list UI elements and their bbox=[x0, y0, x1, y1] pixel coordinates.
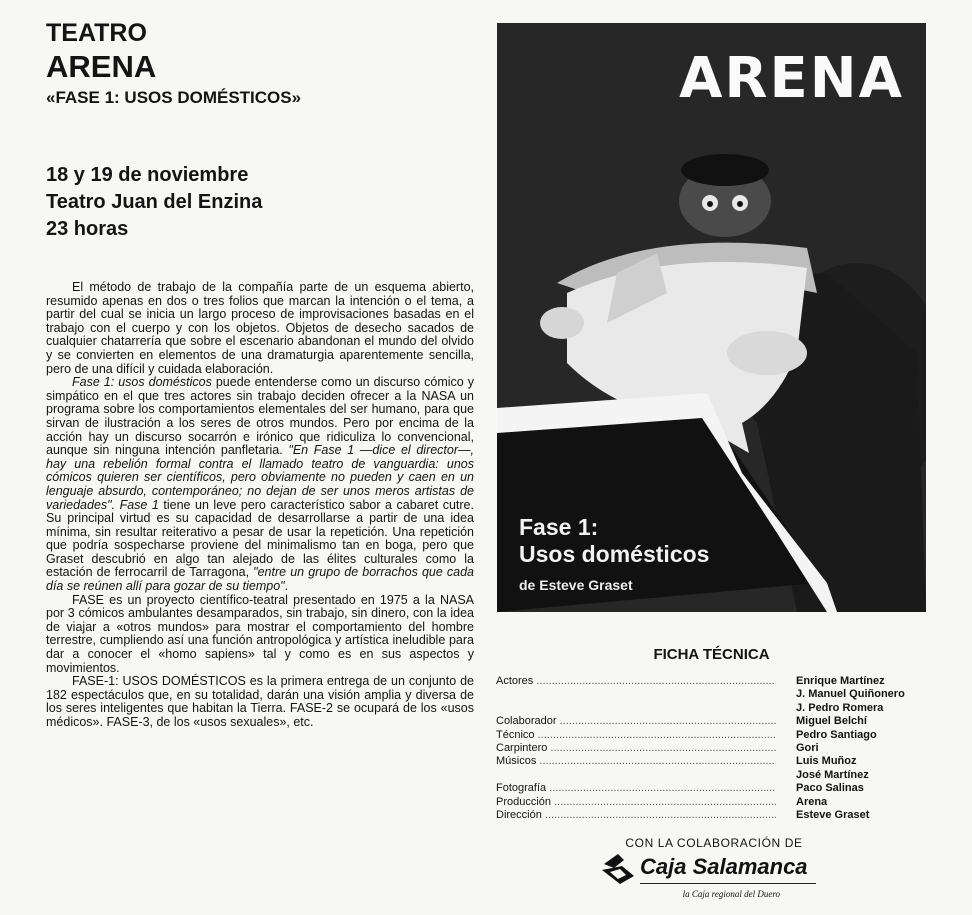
credit-row bbox=[496, 755, 936, 768]
credit-name: Pedro Santiago bbox=[796, 728, 877, 741]
credit-name: Paco Salinas bbox=[796, 782, 864, 795]
credit-name: José Martínez bbox=[796, 768, 869, 781]
credit-role: Actores ..... bbox=[496, 675, 776, 687]
credit-name: J. Pedro Romera bbox=[796, 701, 884, 714]
credit-role: Producción ..... bbox=[496, 796, 776, 808]
credit-row bbox=[496, 702, 936, 715]
description bbox=[46, 281, 474, 730]
credit-name: Miguel Belchí bbox=[796, 715, 867, 728]
paragraph-2 bbox=[46, 376, 474, 594]
event-info bbox=[46, 162, 474, 243]
credit-name: Enrique Martínez bbox=[796, 675, 885, 687]
credits-list bbox=[496, 675, 936, 822]
credit-row bbox=[496, 729, 936, 742]
sponsor-name: Caja Salamanca bbox=[640, 854, 808, 879]
poster-title: ARENA bbox=[679, 46, 904, 111]
credit-row bbox=[496, 688, 936, 701]
credit-role: Carpintero ..... bbox=[496, 742, 776, 754]
credit-role: Músicos ..... bbox=[496, 755, 776, 767]
credit-name: Esteve Graset bbox=[796, 808, 870, 821]
credit-row bbox=[496, 769, 936, 782]
poster-subtitle: Fase 1: bbox=[519, 514, 599, 540]
paragraph-4: FASE-1: USOS DOMÉSTICOS es la primera entrega de un conjunto de 182 espectáculos que, en su totalidad, darán una visión amplia y diversa de los seres inteligentes que habitan la Tierra. FASE-2 se ocupará de los «usos médicos». FASE-3, de los «usos sexuales», etc. bbox=[46, 674, 474, 729]
event-dates: 18 y 19 de noviembre bbox=[46, 164, 249, 186]
credit-row bbox=[496, 782, 936, 795]
credit-row bbox=[496, 715, 936, 728]
credit-role: Técnico ..... bbox=[496, 729, 776, 741]
poster-subtitle: Usos domésticos bbox=[519, 541, 710, 567]
credit-row bbox=[496, 809, 936, 822]
credit-name: Luis Muñoz bbox=[796, 755, 857, 768]
credit-row bbox=[496, 742, 936, 755]
paragraph-1: El método de trabajo de la compañía parte de un esquema abierto, resumido apenas en dos o tres folios que marcan la intención o el tema, a partir del cual se inicia un largo proceso de improvisaciones basadas en el trabajo con el cuerpo y con los objetos. Objetos de desecho sacados de cualquier chatarrería que sobre el escenario abandonan el mundo del olvido y se convierten en elementos de una dramaturgia aparentemente sencilla, pero de una difícil y cuidada elaboración. bbox=[46, 280, 474, 376]
left-column bbox=[46, 18, 474, 730]
section-heading: TEATRO bbox=[46, 19, 147, 47]
sponsor-intro: CON LA COLABORACIÓN DE bbox=[625, 836, 803, 850]
credit-role: Fotografía ..... bbox=[496, 782, 776, 794]
show-title: «FASE 1: USOS DOMÉSTICOS» bbox=[46, 88, 302, 107]
paragraph-3: FASE es un proyecto científico-teatral presentado en 1975 a la NASA por 3 cómicos ambulantes desamparados, sin trabajo, sin dinero, con la idea de viajar a «otros mundos» para mostrar el comportamiento del hombre terrestre, cumpliendo así una función antropológica y artística ineludible para dar a conocer el «homo sapiens» tal y como es en sus aspectos y movimientos. bbox=[46, 592, 474, 675]
quote-text: "En Fase 1 —dice el director—, hay una rebelión formal contra el llamado teatro de vanguardia: unos cómicos quieren ser científicos, pero obviamente no pueden y caen en un lenguaje absurdo, contemporáneo; no dejan de ser unos meros artistas de variedades". Fase 1 bbox=[46, 443, 474, 512]
event-venue: Teatro Juan del Enzina bbox=[46, 191, 263, 213]
italic-text: Fase 1: usos domésticos bbox=[72, 375, 212, 390]
credit-name: Gori bbox=[796, 741, 819, 754]
text-span: . bbox=[284, 579, 289, 594]
company-name: ARENA bbox=[46, 49, 157, 84]
quote-text: "entre un grupo de borrachos que cada día se reúnen allí para gozar de su tiempo" bbox=[46, 565, 475, 594]
bank-logo-icon bbox=[600, 852, 636, 886]
credit-role: Colaborador ..... bbox=[496, 715, 776, 727]
sponsor-logo bbox=[600, 852, 816, 886]
sponsor-tagline: la Caja regional del Duero bbox=[682, 889, 780, 899]
credit-role: Dirección ..... bbox=[496, 809, 776, 821]
credit-name: Arena bbox=[796, 795, 828, 808]
poster-photo bbox=[497, 23, 926, 612]
credit-row bbox=[496, 675, 936, 688]
credit-name: J. Manuel Quiñonero bbox=[796, 688, 905, 701]
event-time: 23 horas bbox=[46, 218, 129, 240]
credits-title: FICHA TÉCNICA bbox=[653, 646, 770, 663]
text-span: tiene un leve pero característico sabor a cabaret cutre. Su principal virtud es su capacidad de desarrollarse a partir de una idea mínima, sin resultar reiterativo a pesar de usar la repetición. Una repetición que podría sospecharse proviene del minimalismo tan en boga, pero que Graset descubrió en algo tan alejado de las élites culturales como la estación de ferrocarril de Tarragona, bbox=[46, 497, 474, 580]
credit-row bbox=[496, 796, 936, 809]
poster-author: de Esteve Graset bbox=[519, 577, 633, 593]
divider bbox=[640, 883, 816, 884]
text-span: puede entenderse como un discurso cómico y simpático en el que tres actores sin trabajo deciden ofrecer a la NASA un programa sobre los comportamientos elementales del ser humano, para que sirvan de ilustración a los seres de otros mundos. Pero por encima de la acción hay un discurso socarrón e irónico que ridiculiza lo convencional, aunque sin ninguna intención panfletaria. bbox=[46, 375, 474, 458]
